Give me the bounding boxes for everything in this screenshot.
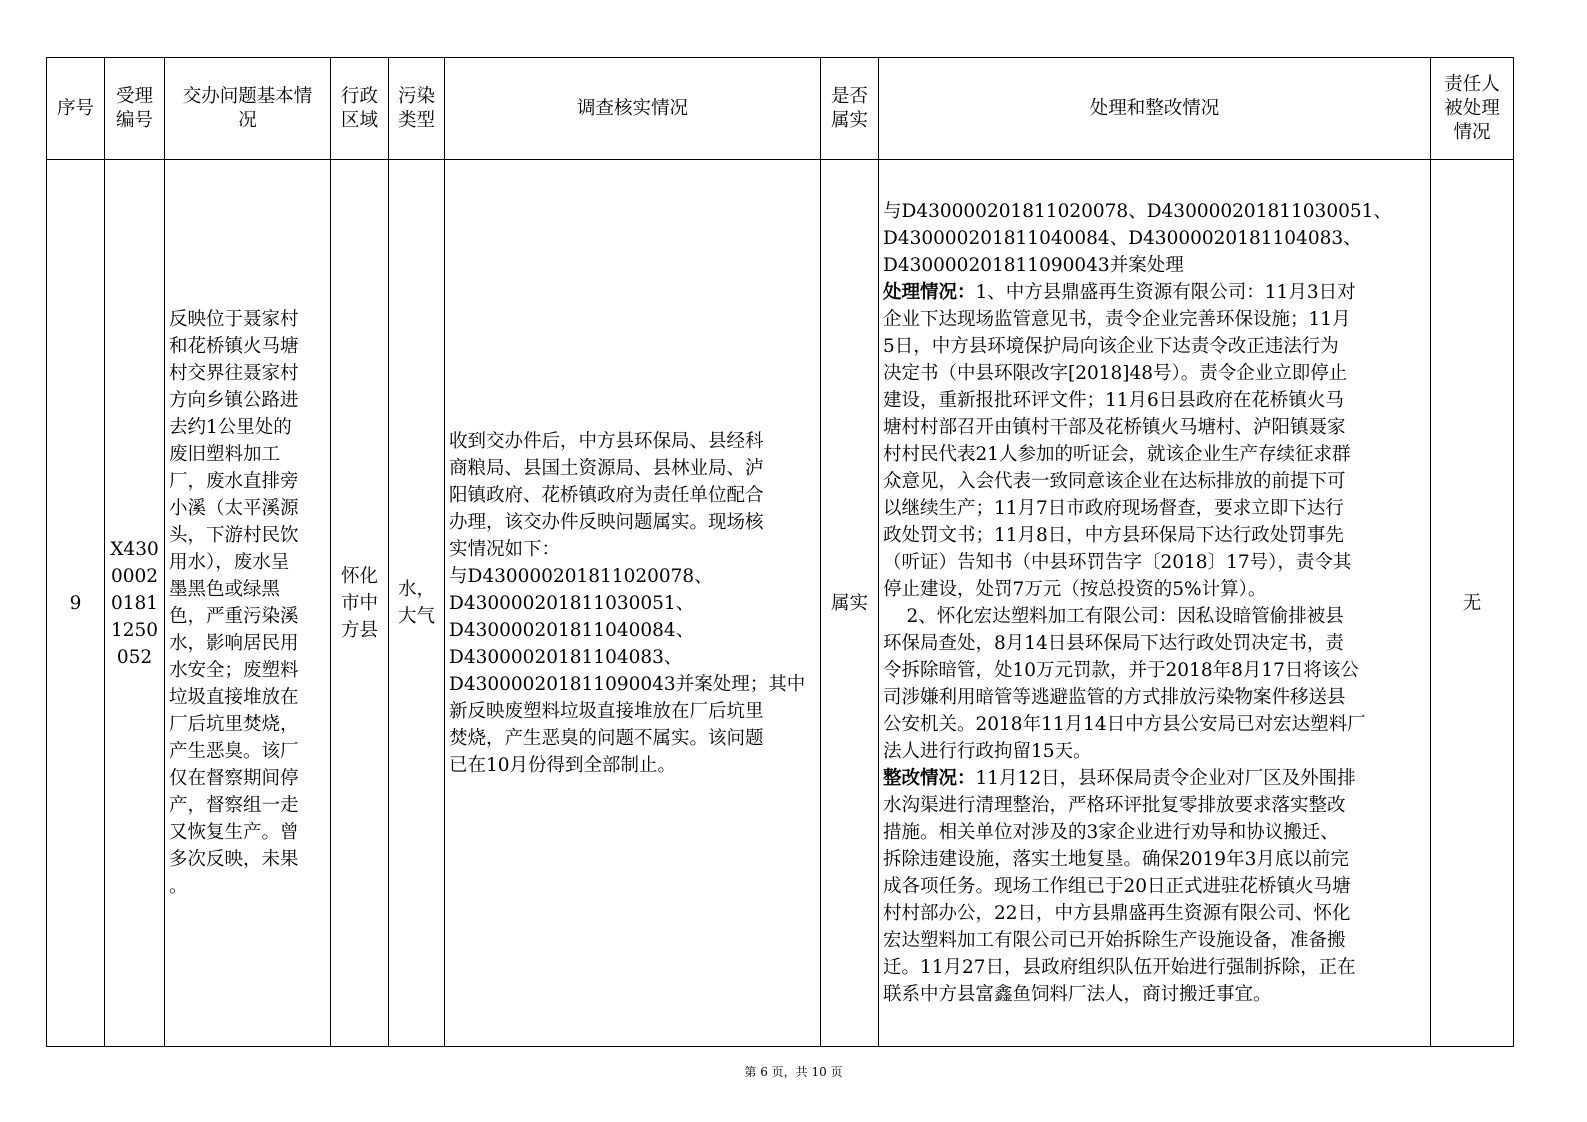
header-investigation: 调查核实情况	[445, 58, 821, 160]
header-case-id: 受理 编号	[105, 58, 165, 160]
handling-intro: 与D430000201811020078、D430000201811030051、 D430000201811040084、D43000020181104083、 D430000201811090043并案处理	[883, 201, 1392, 276]
rectify-label: 整改情况：	[883, 768, 976, 789]
cell-verified: 属实	[821, 160, 879, 1047]
table-row	[47, 160, 1514, 1047]
page-number: 第 6 页，共 10 页	[744, 1065, 843, 1079]
cell-handling	[879, 160, 1431, 1047]
cell-investigation: 收到交办件后，中方县环保局、县经科 商粮局、县国土资源局、县林业局、泸 阳镇政府、花桥镇政府为责任单位配合 办理，该交办件反映问题属实。现场核 实情况如下： 与D430000201811020078、 D430000201811030051、 D430000201811040084、 D43000020181104083、 D430000201811090043并案处理；其中 新反映废塑料垃圾直接堆放在厂后坑里 焚烧，产生恶臭的问题不属实。该问题 已在10月份得到全部制止。	[445, 160, 821, 1047]
case-table	[46, 57, 1514, 1047]
cell-index: 9	[47, 160, 105, 1047]
header-pollution: 污染 类型	[389, 58, 445, 160]
header-responsible: 责任人 被处理 情况	[1431, 58, 1514, 160]
header-handling: 处理和整改情况	[879, 58, 1431, 160]
cell-pollution: 水， 大气	[389, 160, 445, 1047]
handling-text: 1、中方县鼎盛再生资源有限公司：11月3日对 企业下达现场监管意见书，责令企业完善环保设施；11月 5日，中方县环境保护局向该企业下达责令改正违法行为 决定书（中县环限改字[2018]48号）。责令企业立即停止 建设，重新报批环评文件；11月6日县政府在花桥镇火马 塘村村部召开由镇村干部及花桥镇火马塘村、泸阳镇聂家 村村民代表21人参加的听证会，就该企业生产存续征求群 众意见，入会代表一致同意该企业在达标排放的前提下可 以继续生产；11月7日市政府现场督查，要求立即下达行 政处罚文书；11月8日，中方县环保局下达行政处罚事先 （听证）告知书（中县环罚告字〔2018〕17号），责令其 停止建设，处罚7万元（按总投资的5%计算）。 2、怀化宏达塑料加工有限公司：因私设暗管偷排被县 环保局查处，8月14日县环保局下达行政处罚决定书，责 令拆除暗管，处10万元罚款，并于2018年8月17日将该公 司涉嫌利用暗管等逃避监管的方式排放污染物案件移送县 公安机关。2018年11月14日中方县公安局已对宏达塑料厂 法人进行行政拘留15天。	[883, 282, 1366, 762]
header-verified: 是否 属实	[821, 58, 879, 160]
header-index: 序号	[47, 58, 105, 160]
handling-label: 处理情况：	[883, 282, 976, 303]
header-row	[47, 58, 1514, 160]
cell-region: 怀化 市中 方县	[331, 160, 389, 1047]
header-problem: 交办问题基本情 况	[165, 58, 331, 160]
cell-responsible: 无	[1431, 160, 1514, 1047]
cell-problem: 反映位于聂家村 和花桥镇火马塘 村交界往聂家村 方向乡镇公路进 去约1公里处的 废旧塑料加工 厂，废水直排旁 小溪（太平溪源 头，下游村民饮 用水），废水呈 墨黑色或绿黑 色，严重污染溪 水，影响居民用 水安全；废塑料 垃圾直接堆放在 厂后坑里焚烧， 产生恶臭。该厂 仅在督察期间停 产，督察组一走 又恢复生产。曾 多次反映，未果 。	[165, 160, 331, 1047]
header-region: 行政 区域	[331, 58, 389, 160]
cell-case-id: X430 0002 0181 1250 052	[105, 160, 165, 1047]
rectify-text: 11月12日，县环保局责令企业对厂区及外围排 水沟渠进行清理整治，严格环评批复零排放要求落实整改 措施。相关单位对涉及的3家企业进行劝导和协议搬迁、 拆除违建设施，落实土地复垦。确保2019年3月底以前完 成各项任务。现场工作组已于20日正式进驻花桥镇火马塘 村村部办公，22日，中方县鼎盛再生资源有限公司、怀化 宏达塑料加工有限公司已开始拆除生产设施设备，准备搬 迁。11月27日，县政府组织队伍开始进行强制拆除，正在 联系中方县富鑫鱼饲料厂法人，商讨搬迁事宜。	[883, 768, 1356, 1005]
